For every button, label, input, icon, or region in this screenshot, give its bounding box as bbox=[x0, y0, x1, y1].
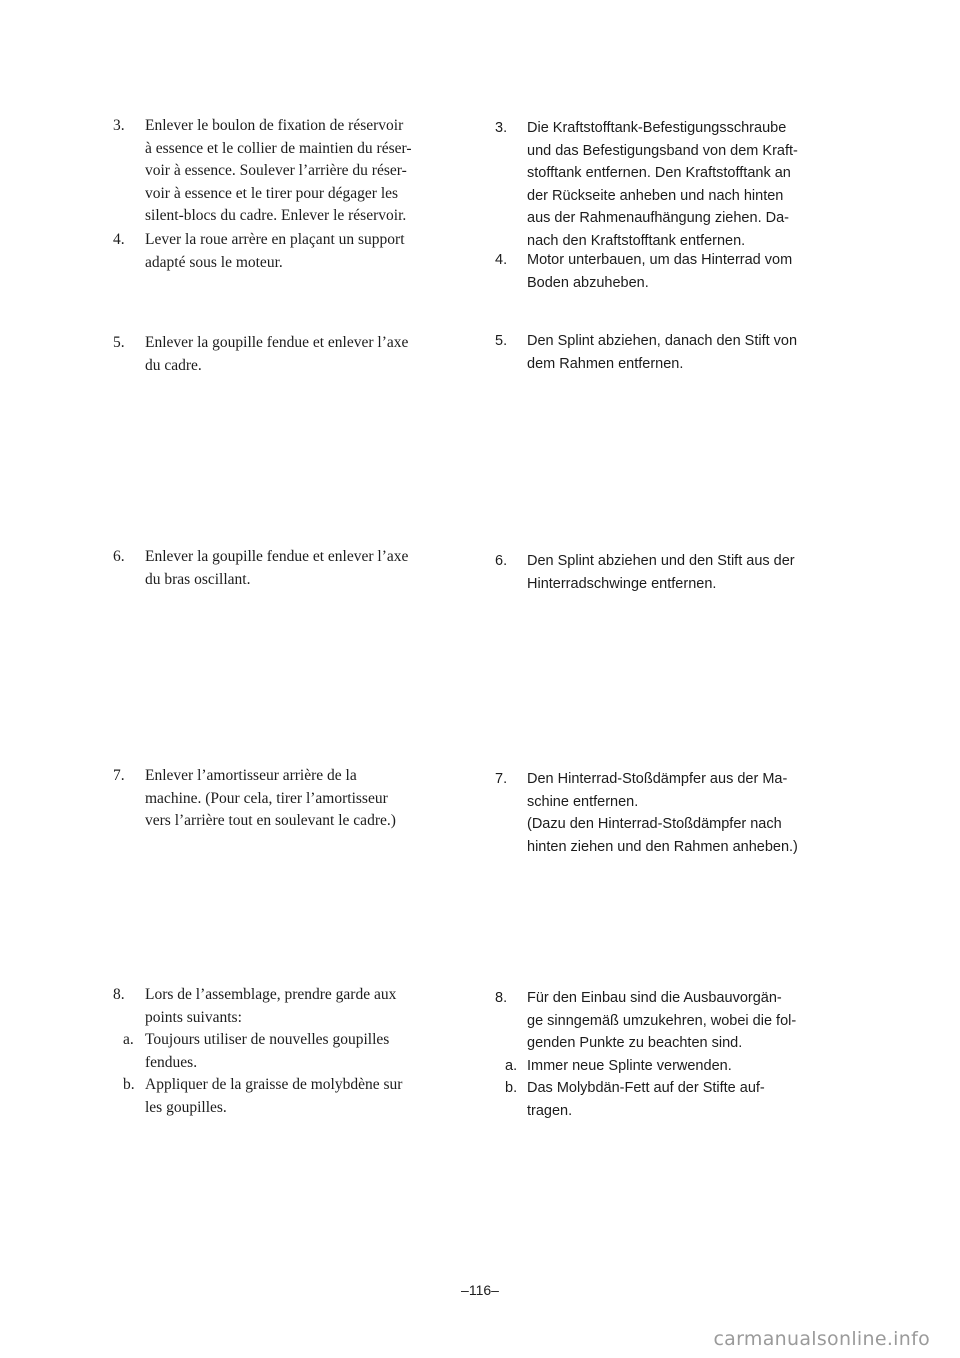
step-number: 4. bbox=[495, 252, 508, 268]
text-line: Hinterradschwinge entfernen. bbox=[527, 575, 717, 592]
text-line: silent-blocs du cadre. Enlever le réservoir. bbox=[145, 207, 407, 224]
text-line: Den Splint abziehen, danach den Stift von bbox=[527, 333, 798, 349]
text-line: Enlever le boulon de fixation de réservoir bbox=[145, 117, 404, 134]
fr-step-6 bbox=[113, 546, 458, 591]
text-line: Den Splint abziehen und den Stift aus der bbox=[527, 553, 795, 569]
text-line: dem Rahmen entfernen. bbox=[527, 355, 684, 372]
step-number: 7. bbox=[113, 767, 125, 784]
page-number: –116– bbox=[461, 1282, 499, 1298]
text-line: hinten ziehen und den Rahmen anheben.) bbox=[527, 838, 798, 855]
text-line: nach den Kraftstofftank entfernen. bbox=[527, 232, 746, 249]
text-line: du bras oscillant. bbox=[145, 570, 251, 588]
fr-step-7 bbox=[113, 765, 458, 833]
text-line: Die Kraftstofftank-Befestigungsschraube bbox=[527, 120, 787, 136]
text-line: les goupilles. bbox=[145, 1098, 227, 1116]
sub-step-letter: b. bbox=[505, 1080, 518, 1096]
text-line: Das Molybdän-Fett auf der Stifte auf- bbox=[527, 1080, 765, 1096]
watermark: carmanualsonline.info bbox=[713, 1328, 930, 1350]
text-line: schine entfernen. bbox=[527, 793, 639, 810]
sub-step-letter: a. bbox=[123, 1031, 134, 1048]
text-line: (Dazu den Hinterrad-Stoßdämpfer nach bbox=[527, 816, 782, 832]
text-line: genden Punkte zu beachten sind. bbox=[527, 1035, 743, 1051]
text-line: à essence et le collier de maintien du réser- bbox=[145, 139, 412, 157]
text-line: adapté sous le moteur. bbox=[145, 253, 283, 271]
fr-step-4 bbox=[113, 229, 458, 274]
text-line: fendues. bbox=[145, 1053, 198, 1071]
text-line: stofftank entfernen. Den Kraftstofftank an bbox=[527, 165, 791, 181]
step-number: 8. bbox=[113, 986, 125, 1003]
text-line: tragen. bbox=[527, 1102, 573, 1119]
de-step-6 bbox=[495, 550, 845, 595]
text-line: vers l’arrière tout en soulevant le cadre.) bbox=[145, 812, 396, 829]
de-step-7 bbox=[495, 768, 845, 858]
text-line: voir à essence. Soulever l’arrière du réser- bbox=[145, 162, 407, 179]
text-line: Den Hinterrad-Stoßdämpfer aus der Ma- bbox=[527, 771, 788, 787]
text-line: der Rückseite anheben und nach hinten bbox=[527, 187, 784, 204]
text-line: Lever la roue arrère en plaçant un support bbox=[145, 231, 405, 248]
fr-step-3 bbox=[113, 115, 458, 228]
text-line: Motor unterbauen, um das Hinterrad vom bbox=[527, 252, 793, 268]
text-line: machine. (Pour cela, tirer l’amortisseur bbox=[145, 789, 388, 807]
text-line: points suivants: bbox=[145, 1008, 242, 1026]
de-step-5 bbox=[495, 330, 845, 375]
de-step-4 bbox=[495, 249, 845, 294]
step-number: 5. bbox=[495, 333, 508, 349]
text-line: Lors de l’assemblage, prendre garde aux bbox=[145, 986, 397, 1003]
text-line: du cadre. bbox=[145, 356, 202, 374]
text-line: ge sinngemäß umzukehren, wobei die fol- bbox=[527, 1012, 797, 1029]
text-line: Enlever l’amortisseur arrière de la bbox=[145, 767, 357, 784]
text-line: Toujours utiliser de nouvelles goupilles bbox=[145, 1031, 390, 1048]
text-line: Appliquer de la graisse de molybdène sur bbox=[145, 1076, 403, 1093]
text-line: Immer neue Splinte verwenden. bbox=[527, 1057, 732, 1074]
text-line: Enlever la goupille fendue et enlever l’axe bbox=[145, 334, 409, 351]
fr-step-5 bbox=[113, 332, 458, 377]
fr-step-8 bbox=[113, 984, 458, 1119]
step-number: 6. bbox=[113, 548, 125, 565]
step-number: 3. bbox=[113, 117, 125, 134]
text-line: Enlever la goupille fendue et enlever l’axe bbox=[145, 548, 409, 565]
sub-step-letter: a. bbox=[505, 1057, 518, 1074]
sub-step-letter: b. bbox=[123, 1076, 135, 1093]
step-number: 6. bbox=[495, 553, 508, 569]
step-number: 3. bbox=[495, 120, 508, 136]
step-number: 5. bbox=[113, 334, 125, 351]
text-line: Boden abzuheben. bbox=[527, 274, 649, 291]
text-line: und das Befestigungsband von dem Kraft- bbox=[527, 142, 798, 159]
step-number: 8. bbox=[495, 990, 508, 1006]
de-step-3 bbox=[495, 117, 845, 252]
text-line: Für den Einbau sind die Ausbauvorgän- bbox=[527, 990, 782, 1006]
step-number: 4. bbox=[113, 231, 125, 248]
text-line: aus der Rahmenaufhängung ziehen. Da- bbox=[527, 210, 789, 226]
de-step-8 bbox=[495, 987, 845, 1122]
text-line: voir à essence et le tirer pour dégager les bbox=[145, 184, 399, 202]
step-number: 7. bbox=[495, 771, 508, 787]
